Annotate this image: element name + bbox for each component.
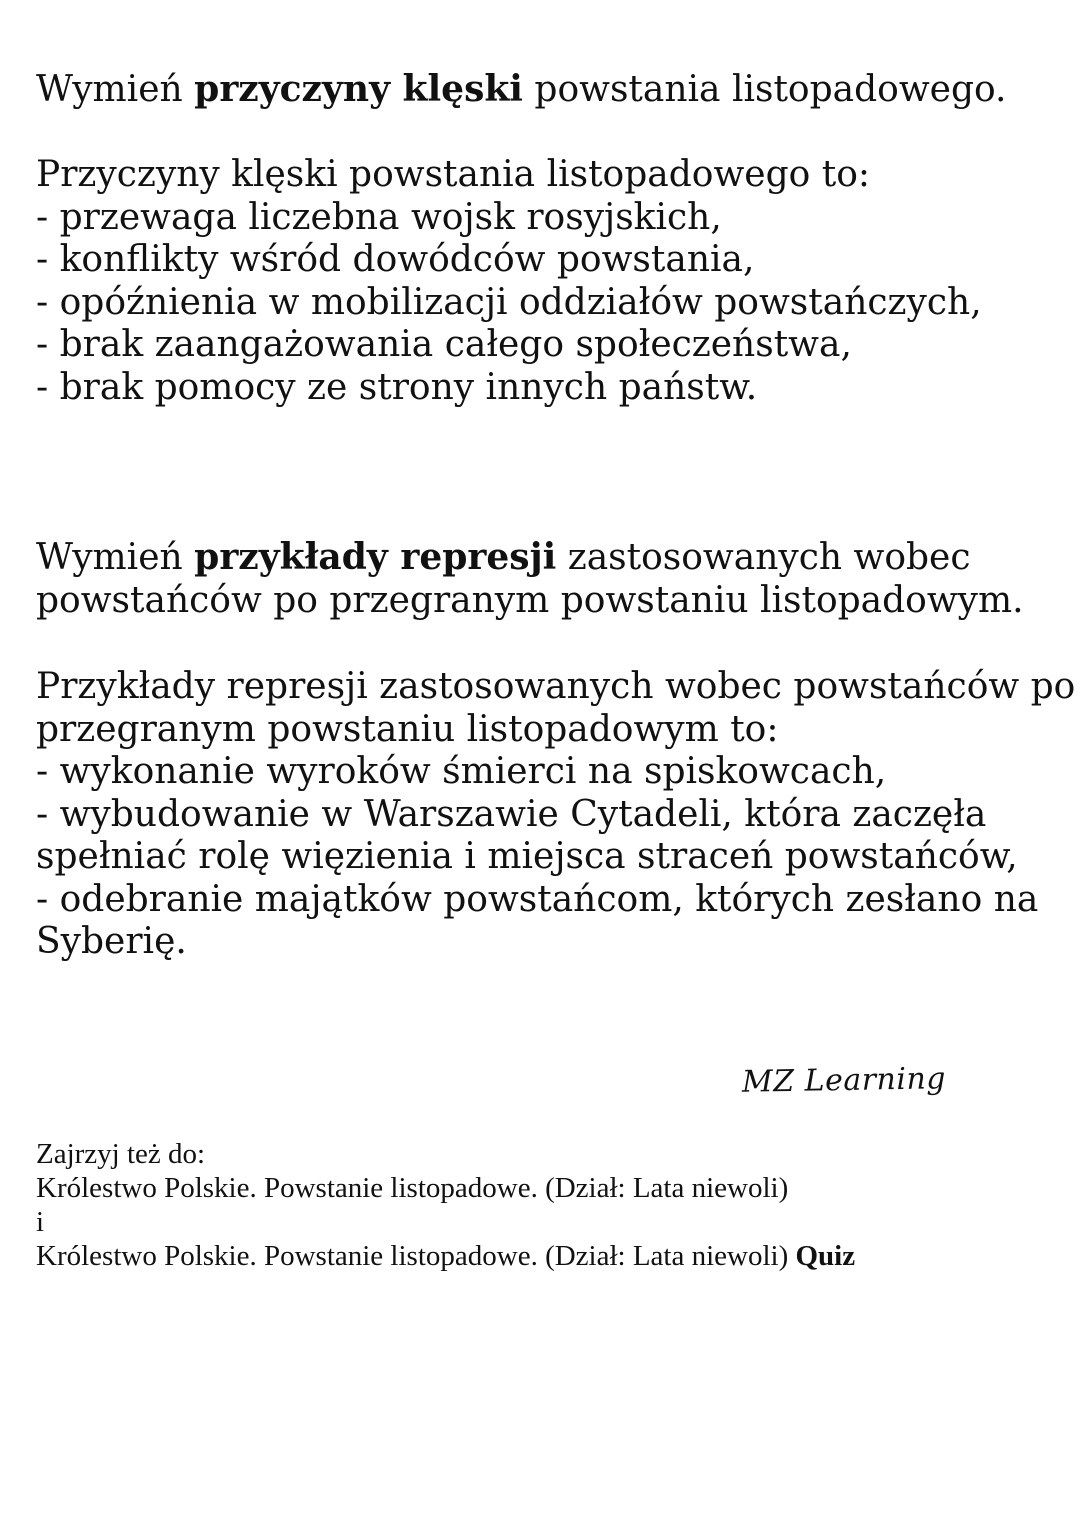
see-also-footer	[36, 1137, 855, 1273]
answer-repressions-line: - wybudowanie w Warszawie Cytadeli, która zaczęła	[36, 793, 987, 835]
question-repressions-prefix: Wymień	[36, 537, 195, 578]
question-repressions-suffix: zastosowanych wobec	[556, 537, 971, 578]
see-also-link-quiz[interactable]	[36, 1239, 855, 1273]
answer-repressions-line: Przykłady represji zastosowanych wobec powstańców po	[36, 666, 1076, 707]
answer-repressions-line: - odebranie majątków powstańcom, których zesłano na	[36, 878, 1039, 920]
answer-repressions	[36, 666, 1075, 964]
answer-repressions-line: Syberię.	[36, 921, 187, 962]
answer-causes	[36, 154, 982, 409]
see-also-link-quiz-text[interactable]: Królestwo Polskie. Powstanie listopadowe. (Dział: Lata niewoli)	[36, 1240, 789, 1272]
question-repressions-line2: powstańców po przegranym powstaniu listopadowym.	[36, 579, 1024, 621]
question-repressions-line1	[36, 536, 1024, 580]
question-causes-prefix: Wymień	[36, 69, 195, 110]
question-repressions-emphasis: przykłady represji	[194, 536, 557, 578]
question-causes-suffix: powstania listopadowego.	[522, 69, 1007, 110]
quiz-label[interactable]: Quiz	[795, 1240, 856, 1272]
answer-repressions-line: przegranym powstaniu listopadowym to:	[36, 708, 779, 750]
question-causes	[36, 68, 1006, 112]
answer-causes-item: - brak zaangażowania całego społeczeństwa,	[36, 324, 852, 365]
question-repressions	[36, 536, 1024, 622]
answer-causes-item: - opóźnienia w mobilizacji oddziałów powstańczych,	[36, 281, 982, 323]
answer-causes-item: - konflikty wśród dowódców powstania,	[36, 239, 755, 280]
answer-causes-intro: Przyczyny klęski powstania listopadowego to:	[36, 154, 871, 195]
see-also-connector: i	[36, 1206, 45, 1238]
answer-causes-item: - przewaga liczebna wojsk rosyjskich,	[36, 196, 722, 238]
see-also-heading: Zajrzyj też do:	[36, 1138, 206, 1170]
answer-repressions-line: - wykonanie wyroków śmierci na spiskowcach,	[36, 751, 887, 792]
answer-causes-item: - brak pomocy ze strony innych państw.	[36, 366, 758, 408]
question-causes-emphasis: przyczyny klęski	[194, 68, 523, 110]
answer-repressions-line: spełniać rolę więzienia i miejsca straceń powstańców,	[36, 836, 1018, 877]
see-also-link-lesson[interactable]: Królestwo Polskie. Powstanie listopadowe. (Dział: Lata niewoli)	[36, 1172, 789, 1204]
mz-learning-signature: MZ Learning	[741, 1061, 947, 1100]
